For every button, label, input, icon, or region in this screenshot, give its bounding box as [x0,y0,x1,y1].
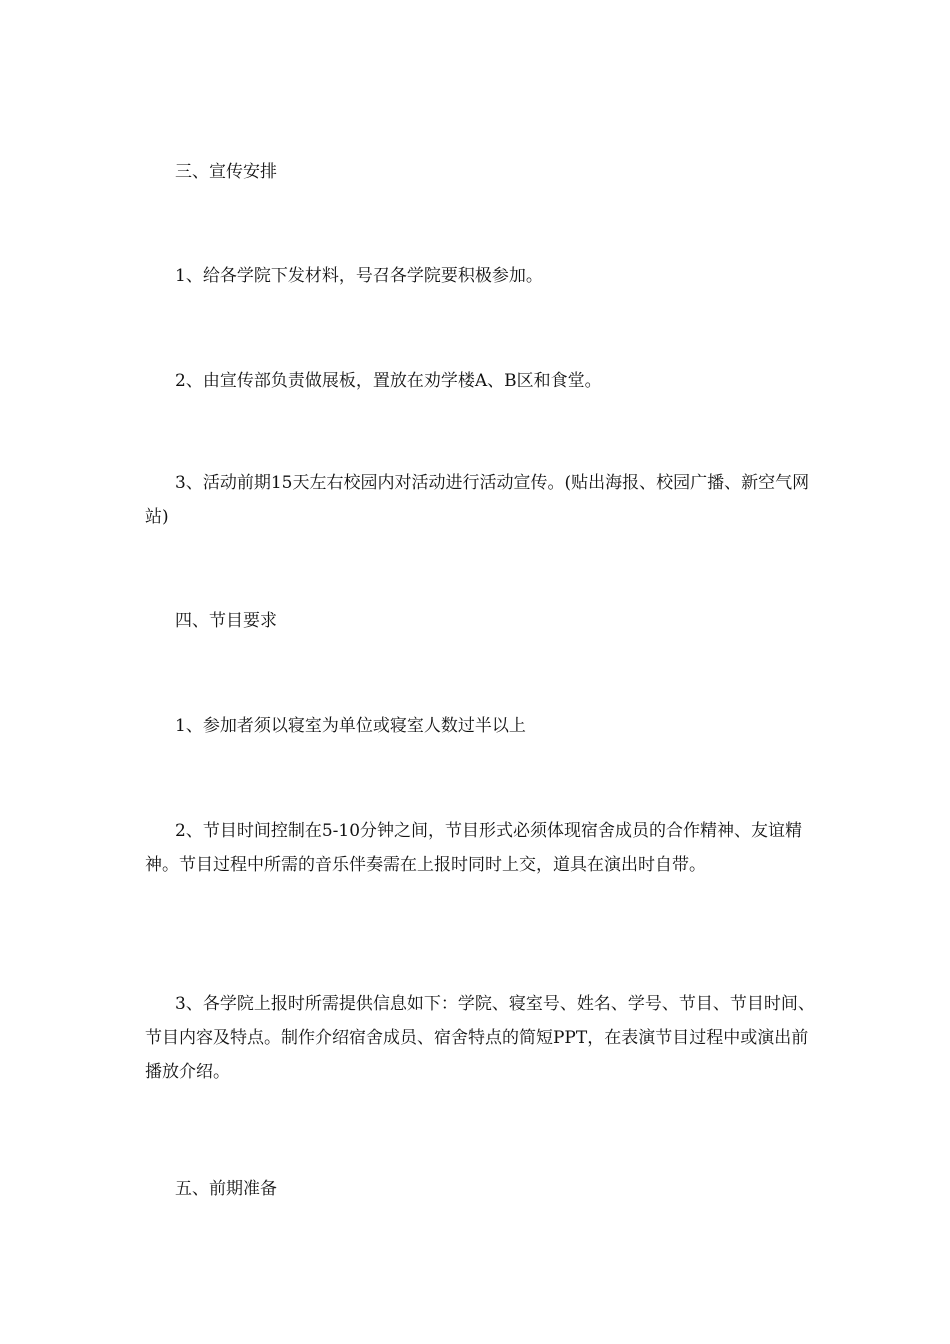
publicity-item-2: 2、由宣传部负责做展板，置放在劝学楼A、B区和食堂。 [175,371,602,391]
publicity-item-3: 3、活动前期15天左右校园内对活动进行活动宣传。(贴出海报、校园广播、新空气网站) [145,473,810,527]
publicity-item-1: 1、给各学院下发材料，号召各学院要积极参加。 [175,266,543,286]
section-heading-publicity: 三、宣传安排 [175,162,277,182]
requirement-item-2: 2、节目时间控制在5-10分钟之间，节目形式必须体现宿舍成员的合作精神、友谊精神。节目过程中所需的音乐伴奏需在上报时同时上交，道具在演出时自带。 [145,821,803,875]
section-heading-preparation: 五、前期准备 [175,1179,277,1199]
requirement-item-3: 3、各学院上报时所需提供信息如下：学院、寝室号、姓名、学号、节目、节目时间、节目内容及特点。制作介绍宿舍成员、宿舍特点的简短PPT，在表演节目过程中或演出前播放介绍。 [145,994,815,1082]
requirement-item-1: 1、参加者须以寝室为单位或寝室人数过半以上 [175,716,526,736]
section-heading-program-requirements: 四、节目要求 [175,611,277,631]
